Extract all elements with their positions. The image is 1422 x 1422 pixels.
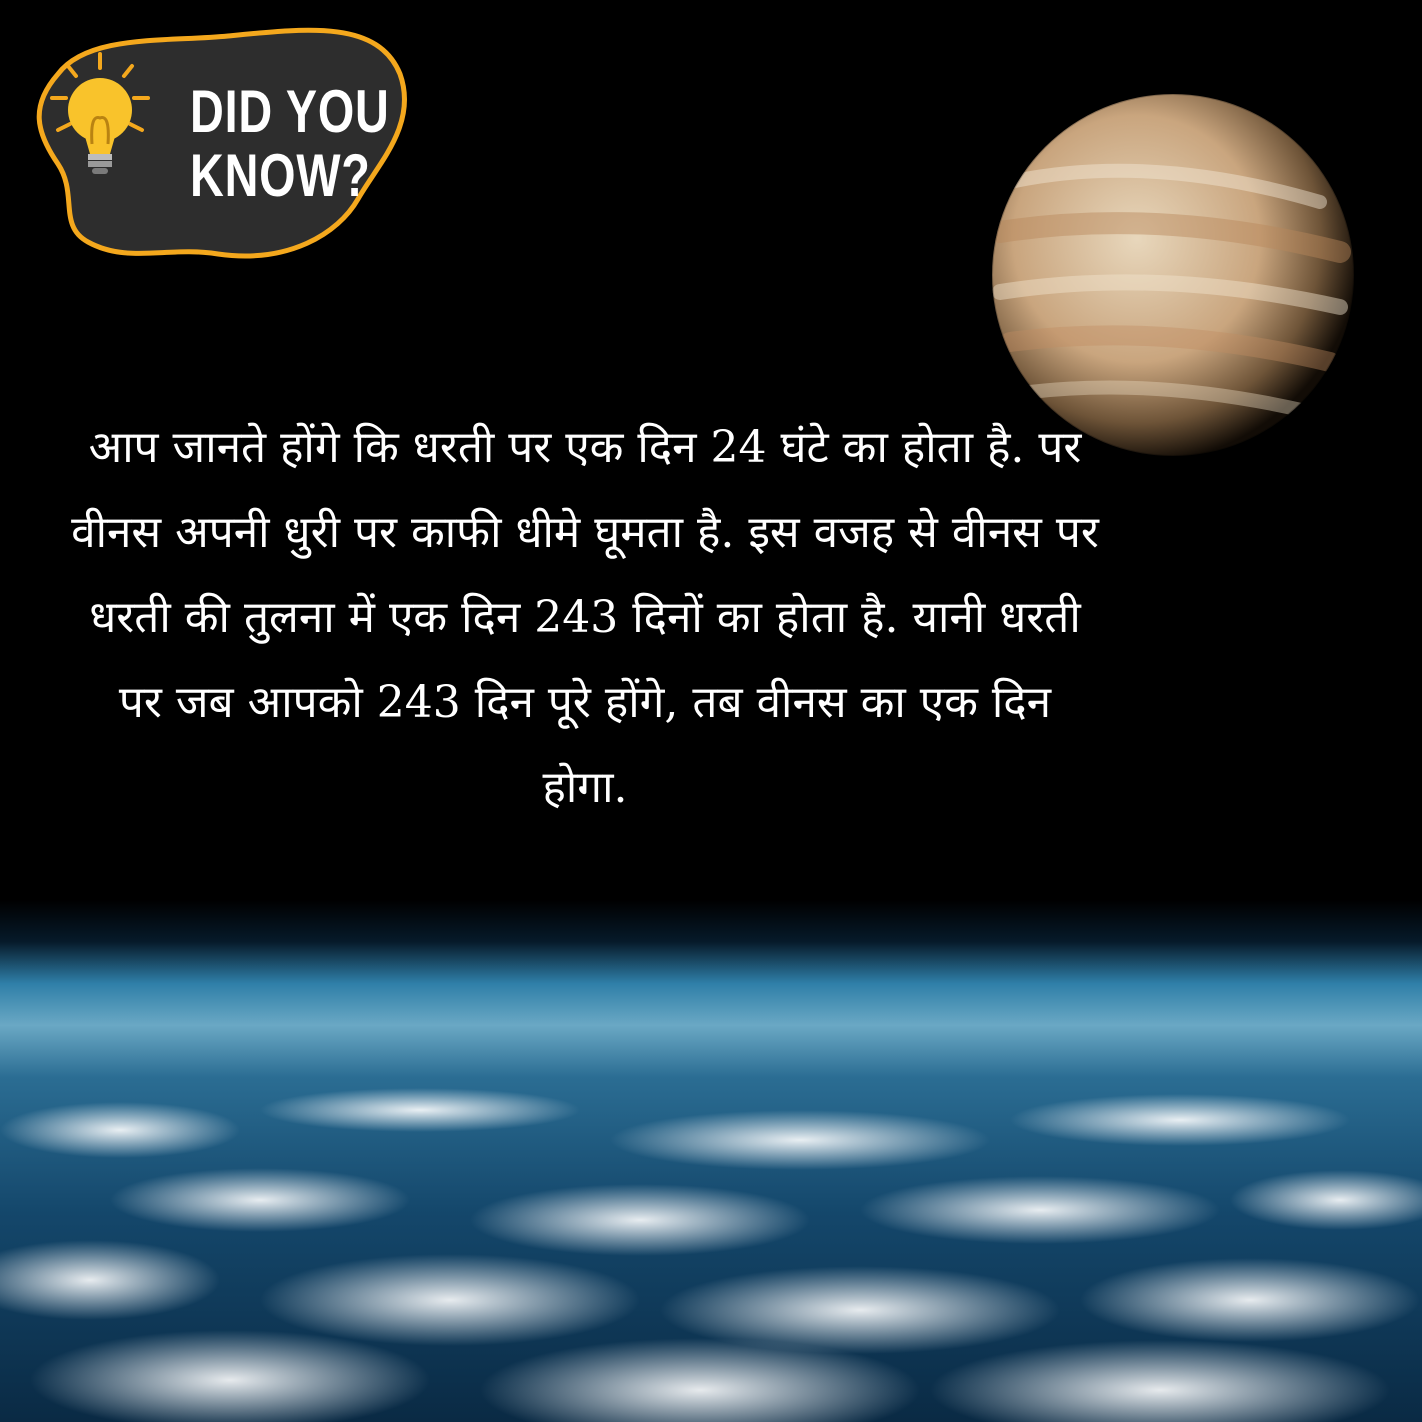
- did-you-know-title: [190, 78, 390, 209]
- badge-line-2: KNOW?: [190, 142, 371, 209]
- earth-horizon-image: [0, 900, 1422, 1422]
- badge-line-1: DID YOU: [190, 78, 390, 145]
- did-you-know-badge: [18, 14, 410, 270]
- venus-planet-image: [990, 92, 1356, 458]
- fact-text: आप जानते होंगे कि धरती पर एक दिन 24 घंटे का होता है. पर वीनस अपनी धुरी पर काफी धीमे घूमता है. इस वजह से वीनस पर धरती की तुलना में एक दिन 243 दिनों का होता है. यानी धरती पर जब आपको 243 दिन पूरे होंगे, तब वीनस का एक दिन होगा.: [71, 422, 1099, 813]
